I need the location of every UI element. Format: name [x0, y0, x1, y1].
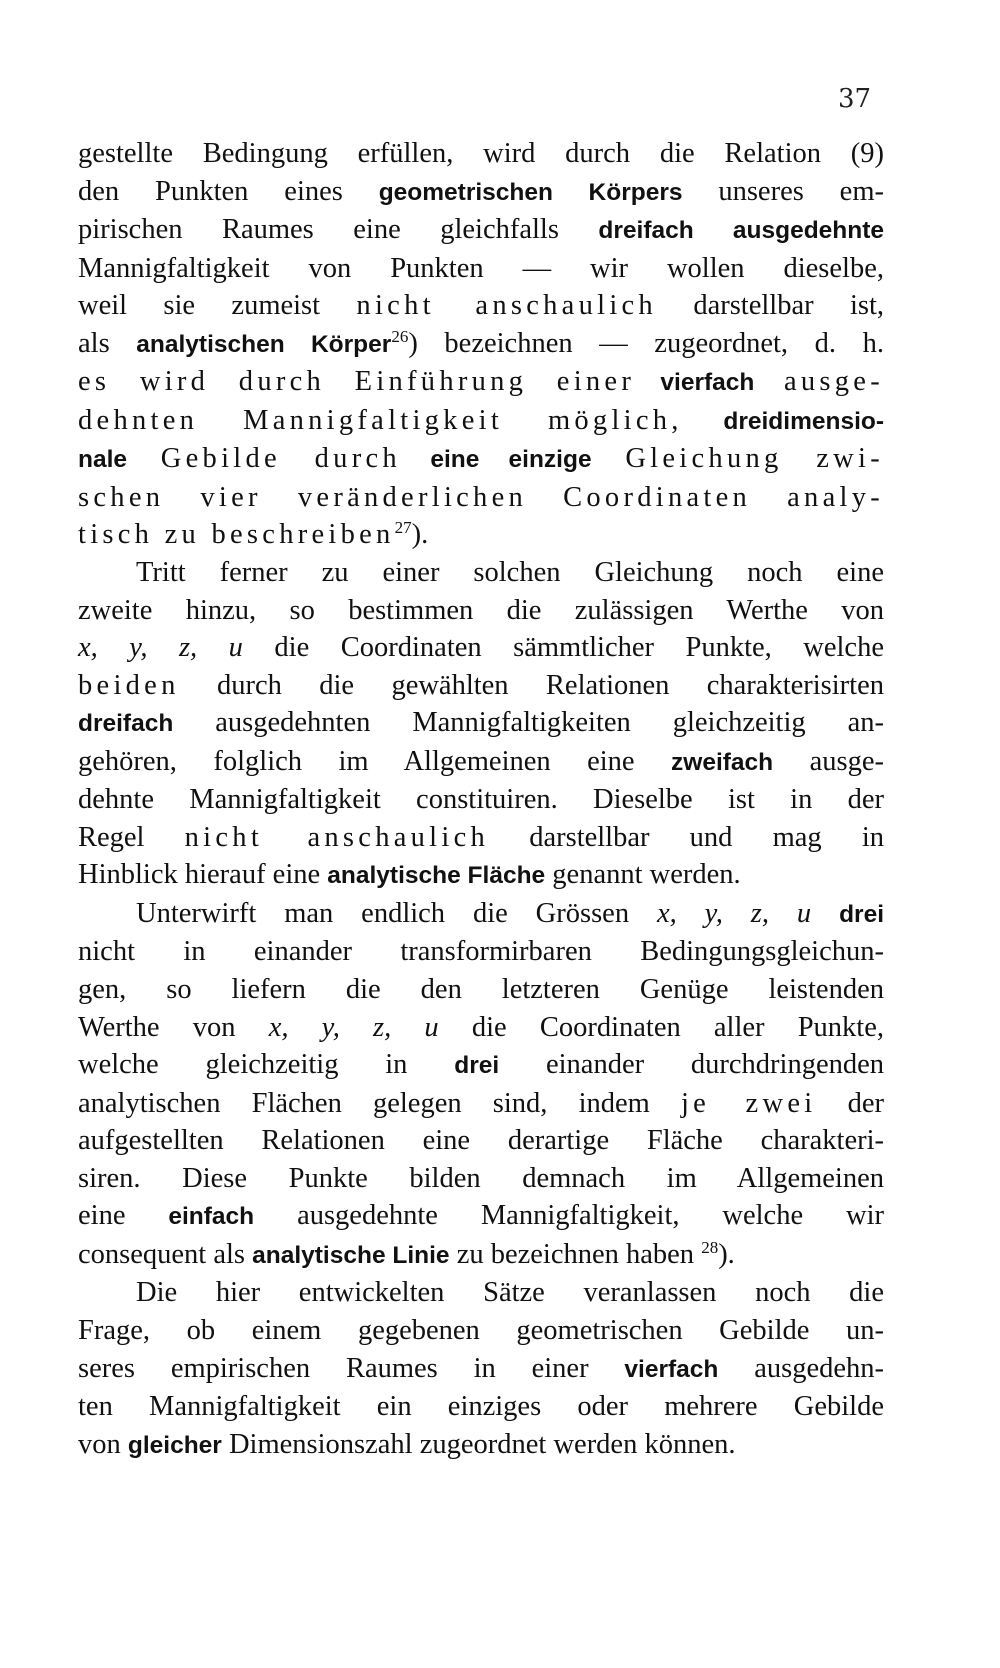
text-run: Werthe von: [78, 1011, 269, 1043]
footnote-marker: 27: [394, 518, 412, 538]
text-run: consequent als: [78, 1238, 253, 1270]
text-line: [78, 479, 884, 517]
spaced-emphasis: dehnten Mannigfaltigkeit möglich,: [78, 404, 683, 436]
text-line: [78, 1236, 884, 1275]
spaced-emphasis: tisch zu beschreiben: [78, 519, 395, 551]
text-run: Mannigfaltigkeit von Punkten — wir wollen dieselbe,: [78, 252, 884, 284]
text-line: [78, 211, 884, 250]
text-run: die Coordinaten sämmtlicher Punkte, welche: [242, 632, 884, 664]
text-run: nicht in einander transformirbaren Bedingungsgleichun-: [78, 936, 884, 968]
text-run: pirischen Raumes eine gleichfalls: [78, 214, 599, 246]
math-variables: x, y, z, u: [268, 1011, 439, 1043]
text-line: [78, 1197, 884, 1236]
text-run: darstellbar und mag in: [489, 821, 885, 853]
body-text: [78, 135, 884, 1464]
text-run: Die hier entwickelten Sätze veranlassen noch die: [136, 1277, 884, 1309]
spaced-emphasis: je zwei: [680, 1087, 817, 1119]
spaced-emphasis: Gebilde durch: [127, 443, 401, 475]
bold-term: zweifach: [671, 748, 774, 776]
text-line: [78, 629, 884, 667]
text-run: aufgestellten Relationen eine derartige Fläche charakteri-: [78, 1125, 884, 1157]
text-line: [78, 363, 884, 402]
text-run: Tritt ferner zu einer solchen Gleichung noch eine: [136, 557, 884, 589]
bold-term: analytische Fläche: [327, 862, 546, 890]
text-line: [78, 1046, 884, 1085]
text-run: gen, so liefern die den letzteren Genüge leistenden: [78, 974, 884, 1006]
text-run: gestellte Bedingung erfüllen, wird durch die Relation (9): [78, 138, 884, 169]
text-line: [78, 1350, 884, 1389]
footnote-marker: 26: [391, 326, 409, 346]
text-line: [78, 440, 884, 479]
text-run: unseres em-: [682, 175, 884, 207]
text-line: [78, 1160, 884, 1198]
text-run: von: [78, 1428, 128, 1460]
text-run: siren. Diese Punkte bilden demnach im Allgemeinen: [78, 1162, 884, 1194]
text-line: [78, 704, 884, 743]
bold-term: drei: [839, 900, 885, 928]
text-run: gehören, folglich im Allgemeinen eine: [78, 745, 672, 777]
text-line: [78, 856, 884, 895]
text-line: [78, 971, 884, 1009]
text-line: [78, 287, 884, 325]
text-run: [635, 366, 660, 397]
text-run: einander durchdringenden: [499, 1049, 884, 1081]
text-run: ).: [718, 1238, 735, 1270]
text-run: zu bezeichnen haben: [449, 1238, 702, 1270]
spaced-emphasis: Gleichung zwi-: [591, 443, 884, 475]
text-run: Regel: [78, 821, 185, 853]
text-line: [78, 895, 884, 934]
text-line: [78, 1122, 884, 1160]
bold-term: einfach: [168, 1203, 255, 1231]
bold-term: vierfach: [660, 369, 755, 397]
math-variables: x, y, z, u: [78, 632, 243, 664]
bold-term: analytischen Körper: [136, 330, 392, 358]
spaced-emphasis: ausge-: [754, 366, 885, 398]
text-run: [811, 898, 839, 929]
text-run: analytischen Flächen gelegen sind, indem: [78, 1087, 681, 1119]
text-run: [683, 405, 724, 436]
text-run: welche gleichzeitig in: [78, 1049, 455, 1081]
spaced-emphasis: beiden: [78, 669, 180, 701]
text-run: Hinblick hierauf eine: [78, 859, 328, 891]
text-run: zweite hinzu, so bestimmen die zulässigen Werthe von: [78, 594, 884, 626]
text-run: ausgedehn-: [718, 1352, 885, 1384]
spaced-emphasis: nicht anschaulich: [184, 821, 490, 853]
text-line: [78, 250, 884, 288]
bold-term: geometrischen Körpers: [378, 178, 683, 206]
text-line: [78, 1426, 884, 1465]
text-line: [78, 667, 884, 705]
page-number: 37: [838, 84, 872, 114]
bold-term: eine einzige: [430, 446, 592, 474]
text-line: [78, 1312, 884, 1350]
text-run: [401, 443, 430, 474]
footnote-marker: 28: [701, 1237, 719, 1257]
text-line: [78, 516, 884, 554]
text-line: [78, 173, 884, 212]
bold-term: dreidimensio-: [723, 407, 884, 435]
text-run: Frage, ob einem gegebenen geometrischen Gebilde un-: [78, 1314, 884, 1346]
text-run: weil sie zumeist: [78, 290, 357, 322]
text-run: ).: [411, 519, 429, 551]
text-run: dehnte Mannigfaltigkeit constituiren. Dieselbe ist in der: [78, 784, 884, 816]
bold-term: analytische Linie: [252, 1241, 450, 1269]
bold-term: dreifach: [78, 710, 174, 738]
text-line: [78, 135, 884, 173]
math-variables: x, y, z, u: [657, 897, 812, 929]
text-line: [78, 933, 884, 971]
text-run: ausgedehnte Mannigfaltigkeit, welche wir: [254, 1200, 884, 1232]
bold-term: dreifach ausgedehnte: [598, 217, 884, 245]
bold-term: drei: [454, 1052, 500, 1080]
text-line: [78, 743, 884, 782]
bold-term: gleicher: [127, 1431, 222, 1459]
text-line: [78, 325, 884, 364]
spaced-emphasis: es wird durch Einführung einer: [78, 366, 636, 398]
text-run: genannt werden.: [545, 859, 741, 891]
text-run: den Punkten eines: [78, 175, 379, 207]
text-line: [78, 819, 884, 857]
text-run: durch die gewählten Relationen charakterisirten: [179, 669, 884, 701]
text-line: [78, 1085, 884, 1123]
text-run: die Coordinaten aller Punkte,: [438, 1011, 885, 1043]
text-run: ausge-: [773, 745, 884, 777]
text-line: [78, 1274, 884, 1312]
text-run: seres empirischen Raumes in einer: [78, 1352, 625, 1384]
text-run: eine: [78, 1200, 169, 1232]
text-run: als: [78, 327, 137, 359]
spaced-emphasis: schen vier veränderlichen Coordinaten analy-: [78, 481, 884, 513]
spaced-emphasis: nicht anschaulich: [356, 290, 657, 322]
text-run: ten Mannigfaltigkeit ein einziges oder mehrere Gebilde: [78, 1391, 884, 1423]
text-line: [78, 1009, 884, 1047]
text-line: [78, 1388, 884, 1426]
text-line: [78, 781, 884, 819]
bold-term: vierfach: [624, 1355, 719, 1383]
bold-term: nale: [78, 446, 128, 474]
text-run: Dimensionszahl zugeordnet werden können.: [221, 1428, 736, 1460]
text-line: [78, 402, 884, 441]
text-run: darstellbar ist,: [656, 290, 884, 322]
text-run: ) bezeichnen — zugeordnet, d. h.: [408, 327, 885, 359]
text-line: [78, 554, 884, 592]
text-run: der: [816, 1087, 885, 1119]
text-run: Unterwirft man endlich die Grössen: [136, 897, 657, 929]
text-run: ausgedehnten Mannigfaltigkeiten gleichzeitig an-: [173, 707, 884, 739]
text-line: [78, 592, 884, 630]
